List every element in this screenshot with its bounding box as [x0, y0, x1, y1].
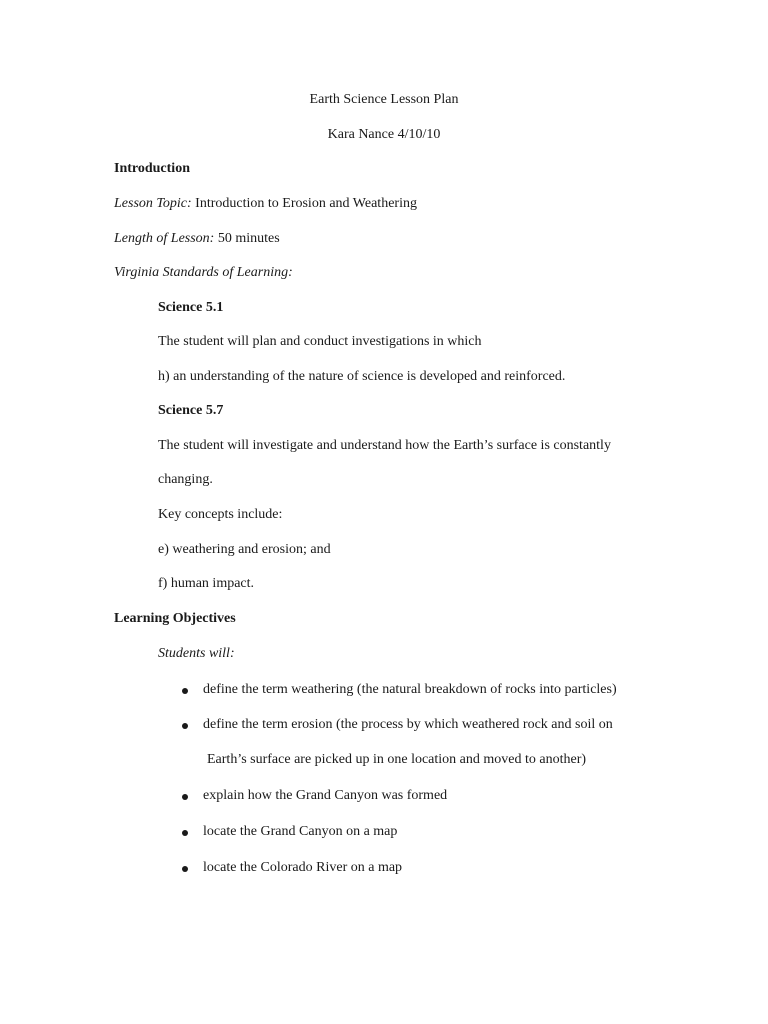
objective-item: define the term weathering (the natural breakdown of rocks into particles): [203, 682, 617, 697]
objectives-intro: Students will:: [158, 646, 235, 661]
science-5-7-line5: f) human impact.: [158, 576, 255, 591]
objective-item: locate the Colorado River on a map: [203, 860, 403, 875]
lesson-topic-label: Lesson Topic:: [114, 196, 192, 211]
introduction-heading: Introduction: [114, 161, 190, 176]
standards-label: Virginia Standards of Learning:: [114, 265, 293, 280]
bullet-icon: [182, 866, 188, 872]
bullet-icon: [182, 723, 188, 729]
author-date: Kara Nance 4/10/10: [327, 127, 441, 142]
science-5-7-heading: Science 5.7: [158, 403, 224, 418]
objective-item: locate the Grand Canyon on a map: [203, 824, 398, 839]
science-5-1-line1: The student will plan and conduct investigations in which: [158, 334, 482, 349]
science-5-1-heading: Science 5.1: [158, 300, 224, 315]
bullet-icon: [182, 794, 188, 800]
objective-item: define the term erosion (the process by which weathered rock and soil on: [203, 717, 613, 732]
lesson-length-label: Length of Lesson:: [114, 231, 215, 246]
science-5-7-line3: Key concepts include:: [158, 507, 283, 522]
lesson-length-value: 50 minutes: [214, 231, 280, 246]
objectives-heading: Learning Objectives: [114, 611, 236, 626]
objective-item: explain how the Grand Canyon was formed: [203, 788, 448, 803]
objective-item-continuation: Earth’s surface are picked up in one location and moved to another): [207, 752, 587, 767]
lesson-topic-line: [114, 195, 417, 213]
science-5-7-line4: e) weathering and erosion; and: [158, 542, 331, 557]
science-5-7-line2: changing.: [158, 472, 213, 487]
bullet-icon: [182, 688, 188, 694]
lesson-length-line: [114, 230, 280, 248]
science-5-1-line2: h) an understanding of the nature of science is developed and reinforced.: [158, 369, 566, 384]
document-title: Earth Science Lesson Plan: [309, 92, 459, 107]
bullet-icon: [182, 830, 188, 836]
science-5-7-line1: The student will investigate and understand how the Earth’s surface is constantly: [158, 438, 611, 453]
lesson-topic-value: Introduction to Erosion and Weathering: [191, 196, 417, 211]
